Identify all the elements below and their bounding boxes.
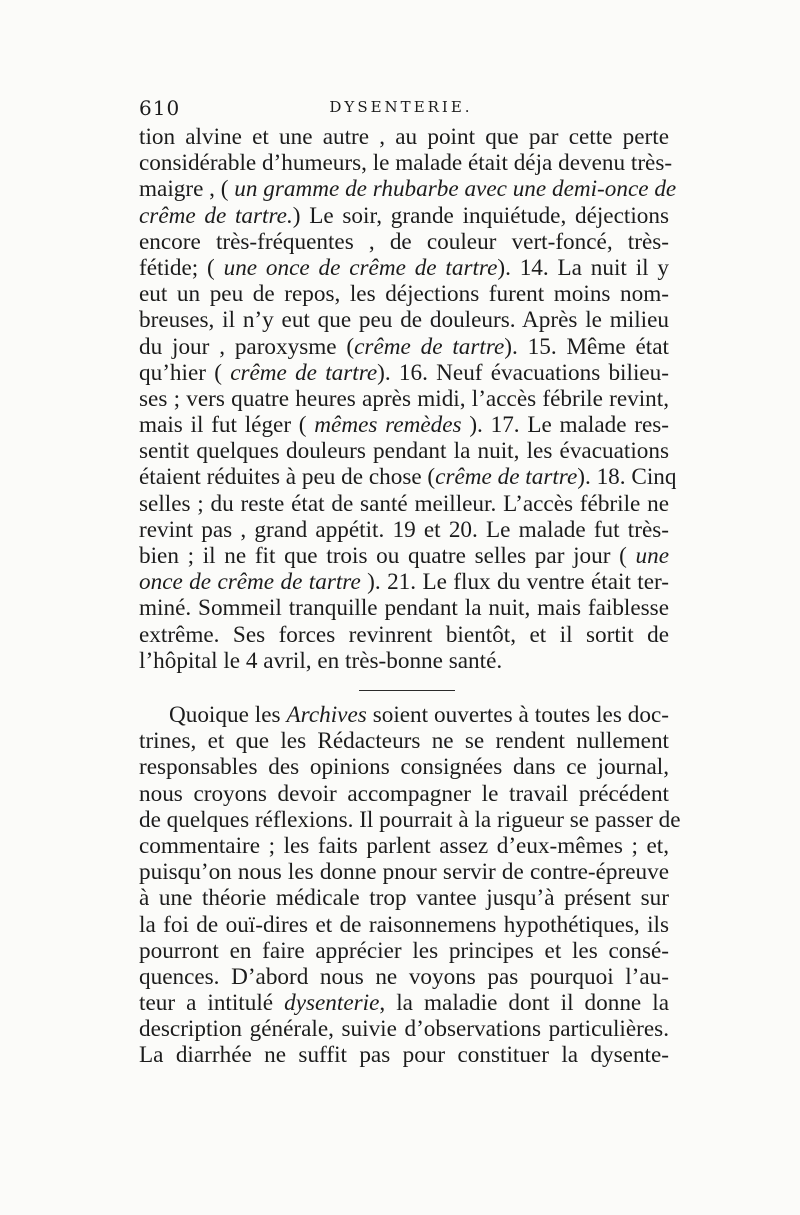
text-segment: ). 17. Le malade res- bbox=[461, 412, 670, 439]
text-segment: considérable d’humeurs, le malade était déja devenu très- bbox=[139, 150, 673, 177]
text-segment: ). 15. Même état bbox=[504, 333, 669, 360]
text-segment: bien ; il ne fit que trois ou quatre selles par jour ( bbox=[139, 543, 636, 569]
text-line bbox=[139, 702, 669, 728]
text-segment: , la maladie dont il donne la bbox=[379, 990, 669, 1017]
italic-text: mêmes remèdes bbox=[314, 412, 462, 439]
text-segment: description générale, suivie d’observations particulières. bbox=[139, 1016, 669, 1043]
text-line bbox=[139, 124, 669, 150]
text-segment: ). 16. Neuf évacuations bilieu- bbox=[377, 359, 669, 386]
text-line bbox=[139, 912, 669, 938]
text-line bbox=[139, 150, 673, 177]
text-segment: responsables des opinions consignées dans ce journal, bbox=[139, 754, 669, 781]
running-title: DYSENTERIE. bbox=[329, 98, 473, 116]
text-segment: ) Le soir, grande inquiétude, déjections bbox=[292, 202, 669, 229]
text-line bbox=[139, 334, 669, 360]
text-segment: l’hôpital le 4 avril, en très-bonne santé. bbox=[139, 647, 503, 674]
italic-text: dysenterie bbox=[284, 990, 380, 1017]
text-line bbox=[139, 517, 669, 543]
text-segment: maigre , ( bbox=[139, 176, 235, 203]
text-segment: de quelques réflexions. Il pourrait à la rigueur se passer de bbox=[139, 806, 681, 833]
italic-text: crême de tartre bbox=[230, 359, 378, 386]
text-segment: commentaire ; les faits parlent assez d’eux-mêmes ; et, bbox=[139, 832, 669, 859]
text-line bbox=[139, 412, 669, 438]
text-line bbox=[139, 281, 669, 307]
italic-text: une bbox=[635, 543, 669, 569]
text-segment: étaient réduites à peu de chose ( bbox=[139, 464, 436, 491]
text-line bbox=[139, 622, 669, 648]
text-line bbox=[139, 781, 669, 807]
text-segment: à une théorie médicale trop vantee jusqu’à présent sur bbox=[139, 885, 669, 912]
italic-text: une once de crême de tartre bbox=[223, 254, 498, 281]
text-segment: revint pas , grand appétit. 19 et 20. Le malade fut très- bbox=[139, 516, 669, 543]
text-segment: trines, et que les Rédacteurs ne se rendent nullement bbox=[139, 728, 669, 755]
text-line bbox=[139, 203, 669, 229]
text-segment: teur a intitulé bbox=[139, 990, 285, 1017]
page-number: 610 bbox=[139, 96, 181, 120]
text-line bbox=[139, 569, 669, 595]
section-divider bbox=[359, 690, 455, 691]
observation-paragraph bbox=[139, 124, 677, 674]
text-segment: du jour , paroxysme ( bbox=[139, 333, 355, 360]
text-segment: breuses, il n’y eut que peu de douleurs. Après le milieu bbox=[139, 307, 669, 334]
text-line bbox=[139, 885, 669, 911]
italic-text: once de crême de tartre bbox=[139, 569, 361, 596]
text-segment: tion alvine et une autre , au point que par cette perte bbox=[139, 124, 669, 150]
text-segment: sentit quelques douleurs pendant la nuit, les évacuations bbox=[139, 438, 669, 465]
text-line bbox=[139, 938, 669, 964]
text-line bbox=[139, 255, 669, 281]
text-line bbox=[139, 438, 669, 464]
text-segment: Quoique les bbox=[169, 702, 287, 728]
text-line bbox=[139, 491, 669, 517]
text-line bbox=[139, 990, 669, 1016]
text-line bbox=[139, 648, 669, 674]
text-line bbox=[139, 543, 669, 569]
text-segment: eut un peu de repos, les déjections furent moins nom- bbox=[139, 281, 669, 308]
text-line bbox=[139, 964, 669, 990]
text-segment: La diarrhée ne suffit pas pour constituer la dysente- bbox=[139, 1042, 669, 1069]
text-segment: ). 18. Cinq bbox=[577, 464, 677, 491]
text-line bbox=[139, 360, 669, 386]
text-segment: encore très-fréquentes , de couleur vert-foncé, très- bbox=[139, 228, 669, 255]
text-line bbox=[139, 176, 677, 203]
text-segment: ). 21. Le flux du ventre était ter- bbox=[360, 569, 669, 596]
text-segment: fétide; ( bbox=[139, 254, 224, 281]
text-segment: qu’hier ( bbox=[139, 359, 231, 386]
commentary-paragraph bbox=[139, 702, 681, 1069]
italic-text: un gramme de rhubarbe avec une demi-once de bbox=[234, 176, 677, 203]
text-segment: ses ; vers quatre heures après midi, l’accès fébrile revint, bbox=[139, 385, 669, 412]
italic-text: Archives bbox=[286, 702, 367, 728]
text-line bbox=[139, 386, 669, 412]
italic-text: crême de tartre. bbox=[139, 202, 293, 229]
text-line bbox=[139, 806, 681, 833]
text-segment: quences. D’abord nous ne voyons pas pourquoi l’au- bbox=[139, 963, 669, 990]
text-segment: pourront en faire apprécier les principes et les consé- bbox=[139, 937, 669, 964]
page-header bbox=[139, 96, 663, 122]
text-segment: miné. Sommeil tranquille pendant la nuit, mais faiblesse bbox=[139, 595, 669, 622]
text-line bbox=[139, 464, 677, 491]
text-line bbox=[139, 1042, 669, 1068]
text-line bbox=[139, 595, 669, 621]
text-line bbox=[139, 728, 669, 754]
text-segment: ). 14. La nuit il y bbox=[497, 254, 669, 281]
text-segment: selles ; du reste état de santé meilleur. L’accès fébrile ne bbox=[139, 490, 669, 517]
text-segment: la foi de ouï-dires et de raisonnemens hypothétiques, ils bbox=[139, 911, 669, 938]
text-line bbox=[139, 859, 669, 885]
text-line bbox=[139, 833, 669, 859]
italic-text: crême de tartre bbox=[354, 333, 505, 360]
text-line bbox=[139, 307, 669, 333]
text-line bbox=[139, 754, 669, 780]
text-segment: soient ouvertes à toutes les doc- bbox=[366, 702, 669, 728]
text-segment: puisqu’on nous les donne pnour servir de contre-épreuve bbox=[139, 859, 669, 886]
text-line bbox=[139, 229, 669, 255]
text-line bbox=[139, 1016, 669, 1042]
text-segment: extrême. Ses forces revinrent bientôt, et il sortit de bbox=[139, 621, 669, 648]
text-segment: mais il fut léger ( bbox=[139, 412, 315, 439]
text-segment: nous croyons devoir accompagner le travail précédent bbox=[139, 780, 669, 807]
italic-text: crême de tartre bbox=[435, 464, 578, 491]
